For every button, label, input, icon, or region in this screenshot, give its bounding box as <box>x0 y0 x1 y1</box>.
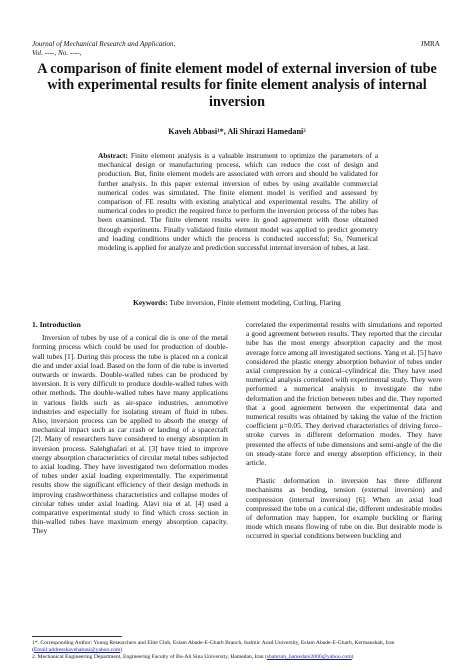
footnote-2-text: 2. Mechanical Engineering Department, Engineering Faculty of Bu-Ali Sina University, Hamedan, Iran ( <box>32 654 267 660</box>
journal-name: Journal of Mechanical Research and Application, <box>32 40 176 48</box>
keywords-line <box>32 298 442 307</box>
abstract-text: Finite element analysis is a valuable instrument to optimize the parameters of a mechanical design or manufacturing process, which can reduce the cost of design and production. But, finite element models are associated with errors and should be validated for further analysis. In this paper external inversion of tubes by using available commercial numerical codes was simulated. The finite element model is verified and assessed by comparison of FE results with existing analytical and experimental results. The ability of numerical codes to predict the required force to perform the inversion process of the tubes has been examined. The finite element results were in good agreement with those obtained through experiments. Finally validated finite element model was applied to predict geometry and loading conditions under which the process is conducted successful; So, Numerical modeling is applied for analyze and prediction successful internal inversion of tubes, at last. <box>98 151 378 253</box>
abstract-block <box>98 151 378 252</box>
author-line: Kaveh Abbasi¹*, Ali Shirazi Hamedani² <box>168 127 306 136</box>
journal-header <box>32 40 175 58</box>
intro-paragraph-2: correlated the experimental results with simulations and reported a good agreement between results. They reported that the circular tube has the most energy absorption capacity and the most average force among all investigated sections. Yang et al. [5] have considered the plastic energy absorption behavior of tubes under axial compression by a conical–cylindrical die. They have used numerical analysis correlated with experimental study. They were performed a numerical analysis to investigate the tube deformation and the friction between tubes and die. They reported that a good agreement between the experimental data and numerical results was obtained by taking the value of the friction coefficient μ=0.05. They derived characteristics of driving force–stroke curves in different deformation modes. They have presented the effects of tube dimensions and semi-angle of the die on steady-state force and energy absorption efficiency, in their article. <box>246 320 442 468</box>
section-heading: 1. Introduction <box>32 320 81 329</box>
footnote-rule <box>32 636 122 637</box>
intro-paragraph-1: Inversion of tubes by use of a conical die is one of the metal forming process which could be used for production of double-wall tubes [1]. During this process the tube is placed on a conical die and under axial load. Based on the form of die tube is inverted outwards or inwards. Double-walled tubes can be produced by inversion. It is very difficult to produce double-walled tubes with other methods. The double-walled tubes have many applications in various fields such as air-space industries, automotive industries and especially for isolating stream of fluid in tubes. Also, inversion process can be applied to absorb the energy of mechanical impact such as car crash or landing of a spacecraft [2]. Many of researchers have considered to energy absorption in inversion process. Salehghafari et al. [3] have tried to improve energy absorption characteristics of circular metal tubes subjected to axial loading. They have investigated two deformation modes of tubes under axial loading experimentally. The experimental results show the significant efficiency of their design methods in improving crashworthiness characteristics and collapse modes of circular tubes under axial loading. Alavi nia et al. [4] used a comparative experimental study to find which cross section in thin-walled tubes have maximum energy absorption capacity. They <box>32 333 228 536</box>
footnote-1 <box>32 640 442 654</box>
footnote-2-close: ) <box>351 654 354 660</box>
footnote-1-text: 1*. Corresponding Author: Young Researchers and Elite Club, Eslam Abade-E-Gharb Branch, Isalmic Azad University, Eslam Abade-E-Gharb, Kermanshah, Iran ( <box>32 640 395 653</box>
intro-paragraph-3: Plastic deformation in inversion has three different mechanisms as bending, tension (external inversion) and compression (internal inversion) [6]. When an axial load compressed the tube on a conical die, different undesirable modes of deformation may happen, for example buckling or flaring mode which means flowing of tube on die. But desirable mode is occurred in special conditions between buckling and <box>246 476 442 541</box>
footnotes <box>32 640 442 661</box>
right-column <box>246 320 442 541</box>
keywords-label: Keywords: <box>133 298 168 307</box>
journal-volume: Vol. ----, No. ----, <box>32 49 82 57</box>
footnote-1-email-link[interactable]: Email:addresskavehabasi@yahoo.com <box>33 647 121 653</box>
journal-code: JMRA <box>420 40 440 48</box>
footnote-2 <box>32 654 442 661</box>
keywords-text: Tube inversion, Finite element modeling, Curling, Flaring <box>169 298 341 307</box>
abstract-label: Abstract: <box>98 151 128 160</box>
paper-title: A comparison of finite element model of external inversion of tube with experimental results for finite element analysis of internal inversion <box>37 61 437 110</box>
footnote-1-close: ) <box>120 647 123 653</box>
left-column <box>32 320 228 536</box>
footnote-2-email-link[interactable]: shahrum_hamedani2000@yahoo.com <box>266 654 352 660</box>
